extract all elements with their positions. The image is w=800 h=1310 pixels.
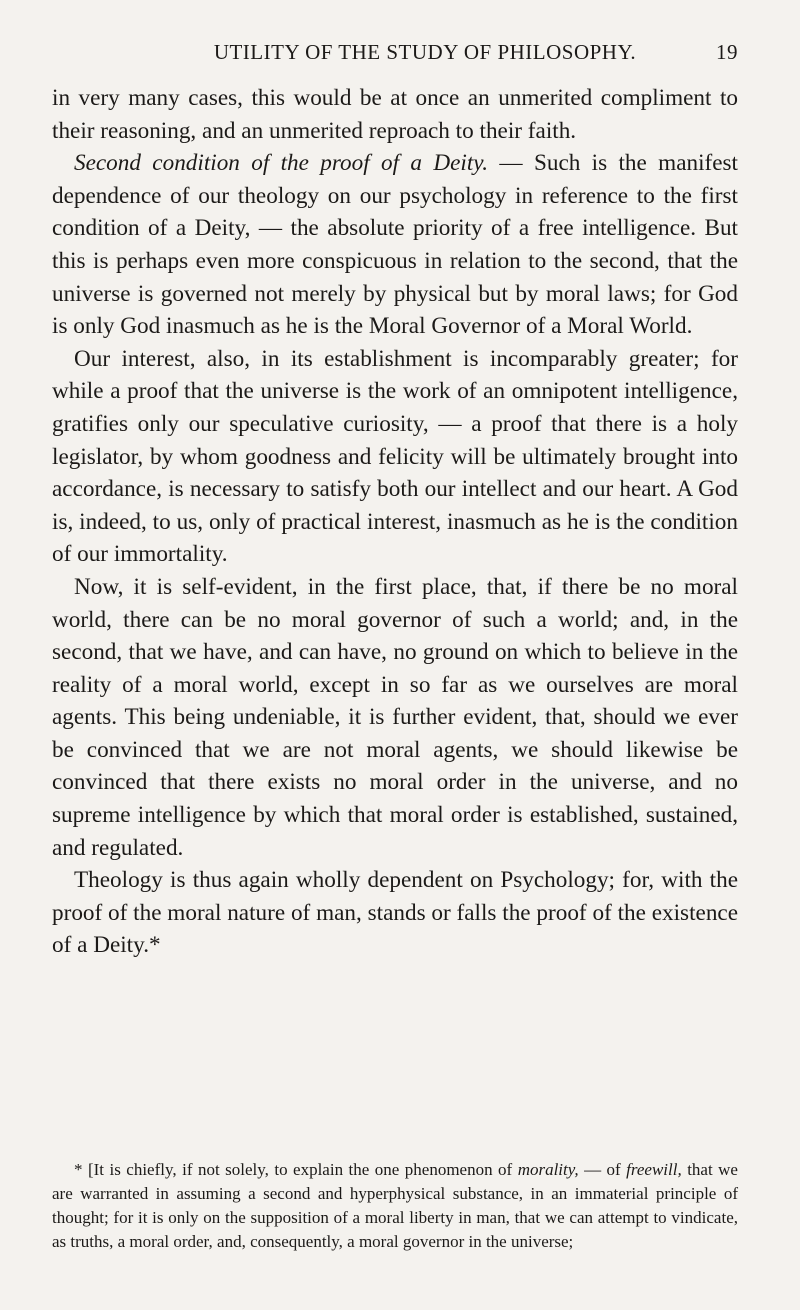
footnote xyxy=(52,1158,738,1254)
paragraph-2-text: — Such is the manifest dependence of our theology on our psychology in reference to the first condition of a Deity, — the absolute priority of a free intelligence. But this is perhaps even more conspicuous in relation to the second, that the universe is governed not merely by physical but by moral laws; for God is only God inasmuch as he is the Moral Governor of a Moral World. xyxy=(52,150,739,340)
paragraph-4: Now, it is self-evident, in the first place, that, if there be no moral world, there can be no moral governor of such a world; and, in the second, that we have, and can have, no ground on which to believe in the reality of a moral world, except in so far as we ourselves are moral agents. This being undeniable, it is further evident, that, should we ever be convinced that we are not moral agents, we should likewise be convinced that there exists no moral order in the universe, and no supreme intelligence by which that moral order is established, sustained, and regulated. xyxy=(52,573,738,861)
running-title: UTILITY OF THE STUDY OF PHILOSOPHY. xyxy=(213,40,637,64)
footnote-middle: — of xyxy=(578,1160,627,1179)
paragraph-3: Our interest, also, in its establishment is incomparably greater; for while a proof that the universe is the work of an omnipotent intelligence, gratifies only our speculative curiosity, — a proof that there is a holy legislator, by whom goodness and felicity will be ultimately brought into accordance, is necessary to satisfy both our intellect and our heart. A God is, indeed, to us, only of practical interest, inasmuch as he is the condition of our immortality. xyxy=(52,345,738,568)
paragraph-2 xyxy=(52,147,738,343)
running-header xyxy=(52,40,738,65)
footnote-prefix: * [It is chiefly, if not solely, to explain the one phenomenon of xyxy=(74,1160,518,1179)
page-number: 19 xyxy=(716,40,738,64)
footnote-italic-freewill: freewill, xyxy=(626,1160,682,1179)
footnote-suffix: that we are warranted in assuming a second and hyperphysical substance, in an immaterial principle of thought; for it is only on the supposition of a moral liberty in man, that we can attempt to vindicate, as truths, a moral order, and, consequently, a moral governor in the universe; xyxy=(52,1160,738,1251)
paragraph-5: Theology is thus again wholly dependent on Psychology; for, with the proof of the moral nature of man, stands or falls the proof of the existence of a Deity.* xyxy=(52,867,738,959)
footnote-italic-morality: morality, xyxy=(517,1160,579,1179)
paragraph-1: in very many cases, this would be at once an unmerited compliment to their reasoning, and an unmerited reproach to their faith. xyxy=(52,85,738,144)
body-text xyxy=(52,82,738,962)
section-heading: Second condition of the proof of a Deity. xyxy=(74,150,489,177)
